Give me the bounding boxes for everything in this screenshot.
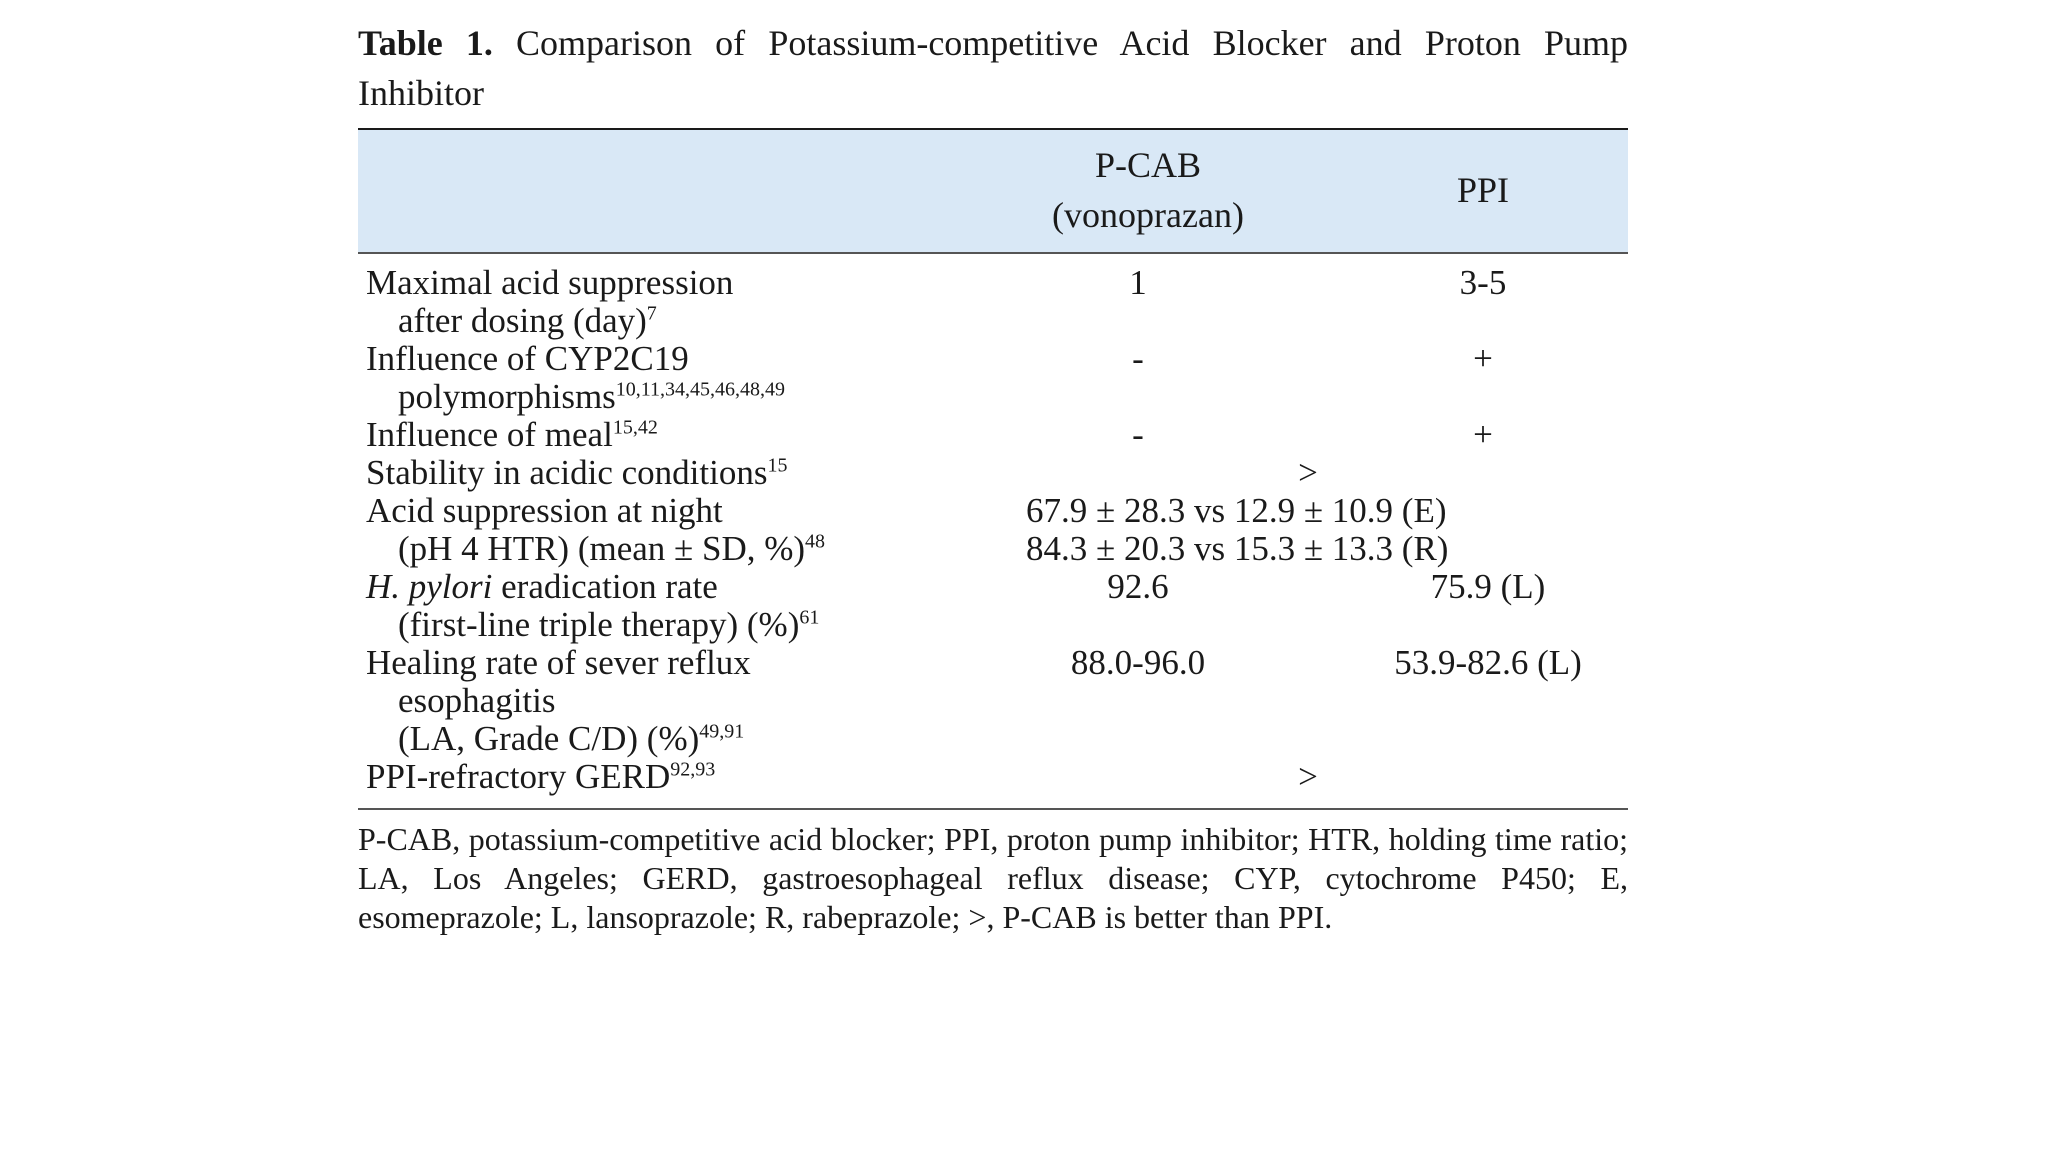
row-night-value-rabeprazole: 84.3 ± 20.3 vs 15.3 ± 13.3 (R) [1026,529,1449,568]
row-meal-label: Influence of meal$^{15,42}$ [366,415,658,454]
row-healing-label-2: esophagitis [398,681,556,720]
row-hpylori-pcab: 92.6 [1107,567,1169,606]
row-max-acid-pcab: 1 [1129,263,1147,302]
row-gerd-comparison: > [1298,757,1318,796]
row-cyp-label-2: polymorphisms$^{10,11,34,45,46,48,49}$ [398,377,786,416]
header-pcab [948,140,1348,240]
row-meal-ppi: + [1473,415,1493,454]
row-healing-ref: 49,91 [699,720,745,743]
row-healing-pcab: 88.0-96.0 [1070,643,1206,682]
header-pcab-name: P-CAB [1094,145,1202,185]
table-1 [358,18,1628,937]
row-healing-label-3: (LA, Grade C/D) (%)$^{49,91}$ [398,719,745,758]
table-header [358,130,1628,252]
caption-label: Table 1. [358,23,493,63]
row-stability-comparison: > [1298,453,1318,492]
row-cyp-ref: 10,11,34,45,46,48,49 [615,378,786,401]
row-max-acid-ref: 7 [646,302,657,325]
row-night-label-1: Acid suppression at night [366,491,723,530]
row-healing-label-1: Healing rate of sever reflux [366,643,751,682]
header-ppi: PPI [1456,170,1510,210]
row-gerd-ref: 92,93 [670,758,716,781]
row-meal-ref: 15,42 [612,416,658,439]
row-hpylori-ref: 61 [799,606,820,629]
row-max-acid-label-2: after dosing (day)$^7$ [398,301,657,340]
row-meal-pcab: - [1132,415,1144,454]
row-night-label-2: (pH 4 HTR) (mean ± SD, %)$^{48}$ [398,529,826,568]
table-caption [358,18,1628,118]
header-pcab-drug: (vonoprazan) [1052,195,1244,235]
row-healing-ppi: 53.9-82.6 (L) [1394,643,1582,682]
table-footnote: P-CAB, potassium-competitive acid blocker; PPI, proton pump inhibitor; HTR, holding time ratio; LA, Los Angeles; GERD, gastroesophageal reflux disease; CYP, cytochrome P450; E, esomeprazole; L, lansoprazole; R, rabeprazole; >, P-CAB is better than PPI. [358,821,1628,935]
row-stability-label: Stability in acidic conditions$^{15}$ [366,453,788,492]
row-stability-ref: 15 [767,454,788,477]
row-cyp-pcab: - [1132,339,1144,378]
hpylori-italic: H. pylori [366,567,493,606]
caption-title: Comparison of Potassium-competitive Acid Blocker and Proton Pump Inhibitor [358,23,1629,113]
row-hpylori-label-1: H. pylori eradication rate [366,567,718,606]
row-hpylori-ppi: 75.9 (L) [1430,567,1546,606]
row-max-acid-ppi: 3-5 [1459,263,1507,302]
row-max-acid-label-1: Maximal acid suppression [366,263,734,302]
row-cyp-label-1: Influence of CYP2C19 [366,339,689,378]
table-body [358,254,1628,966]
row-night-value-esomeprazole: 67.9 ± 28.3 vs 12.9 ± 10.9 (E) [1026,491,1447,530]
row-gerd-label: PPI-refractory GERD$^{92,93}$ [366,757,716,796]
row-hpylori-label-2: (first-line triple therapy) (%)$^{61}$ [398,605,820,644]
row-night-ref: 48 [805,530,826,553]
row-cyp-ppi: + [1473,339,1493,378]
